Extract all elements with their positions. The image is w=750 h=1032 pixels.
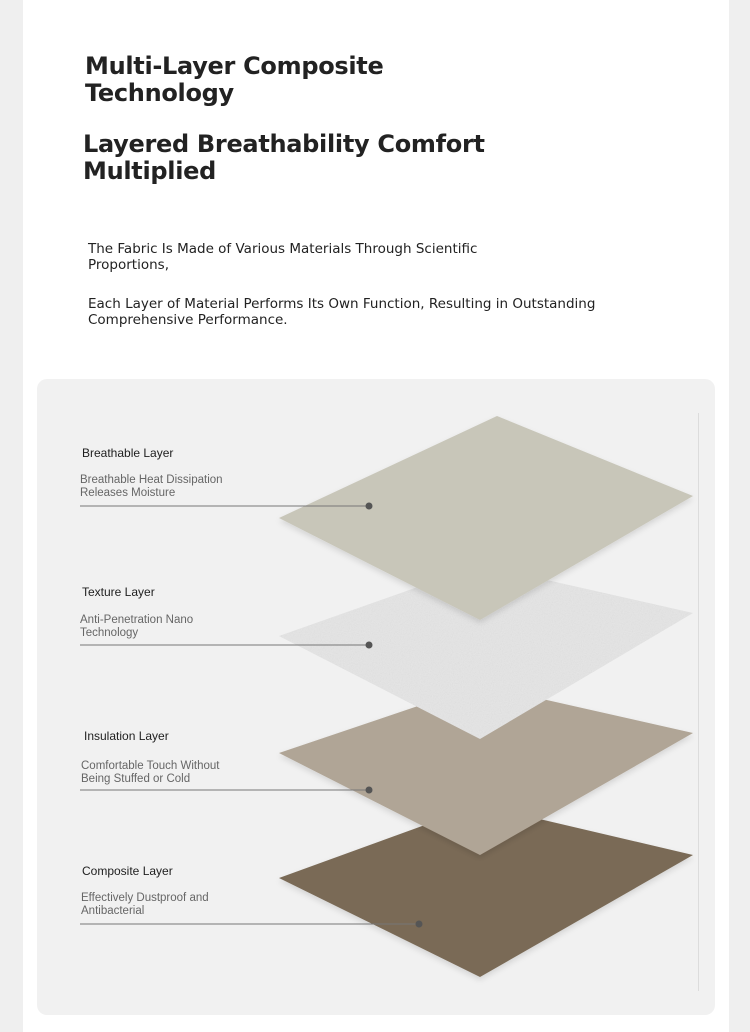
breathable-layer-sheet (279, 416, 693, 620)
description-line-1: The Fabric Is Made of Various Materials Through Scientific Proportions, (88, 241, 478, 273)
page (23, 0, 729, 1032)
texture-layer-description: Anti-Penetration Nano Technology (80, 614, 194, 639)
composite-layer-description: Effectively Dustproof and Antibacterial (81, 892, 209, 917)
breathable-layer-title: Breathable Layer (82, 446, 174, 460)
layer-diagram-panel (37, 379, 715, 1015)
description-line-2: Each Layer of Material Performs Its Own Function, Resulting in Outstanding Comprehensive Performance. (88, 296, 596, 328)
texture-marker (366, 642, 373, 649)
breathable-marker (366, 503, 373, 510)
page-title: Multi-Layer Composite Technology (85, 52, 384, 107)
insulation-layer-title: Insulation Layer (84, 729, 169, 743)
insulation-layer-description: Comfortable Touch Without Being Stuffed or Cold (81, 760, 220, 785)
page-subtitle: Layered Breathability Comfort Multiplied (83, 130, 485, 185)
insulation-marker (366, 787, 373, 794)
composite-marker (416, 921, 423, 928)
texture-layer-title: Texture Layer (82, 585, 155, 599)
breathable-layer-description: Breathable Heat Dissipation Releases Moisture (80, 474, 223, 499)
composite-layer-title: Composite Layer (82, 864, 173, 878)
